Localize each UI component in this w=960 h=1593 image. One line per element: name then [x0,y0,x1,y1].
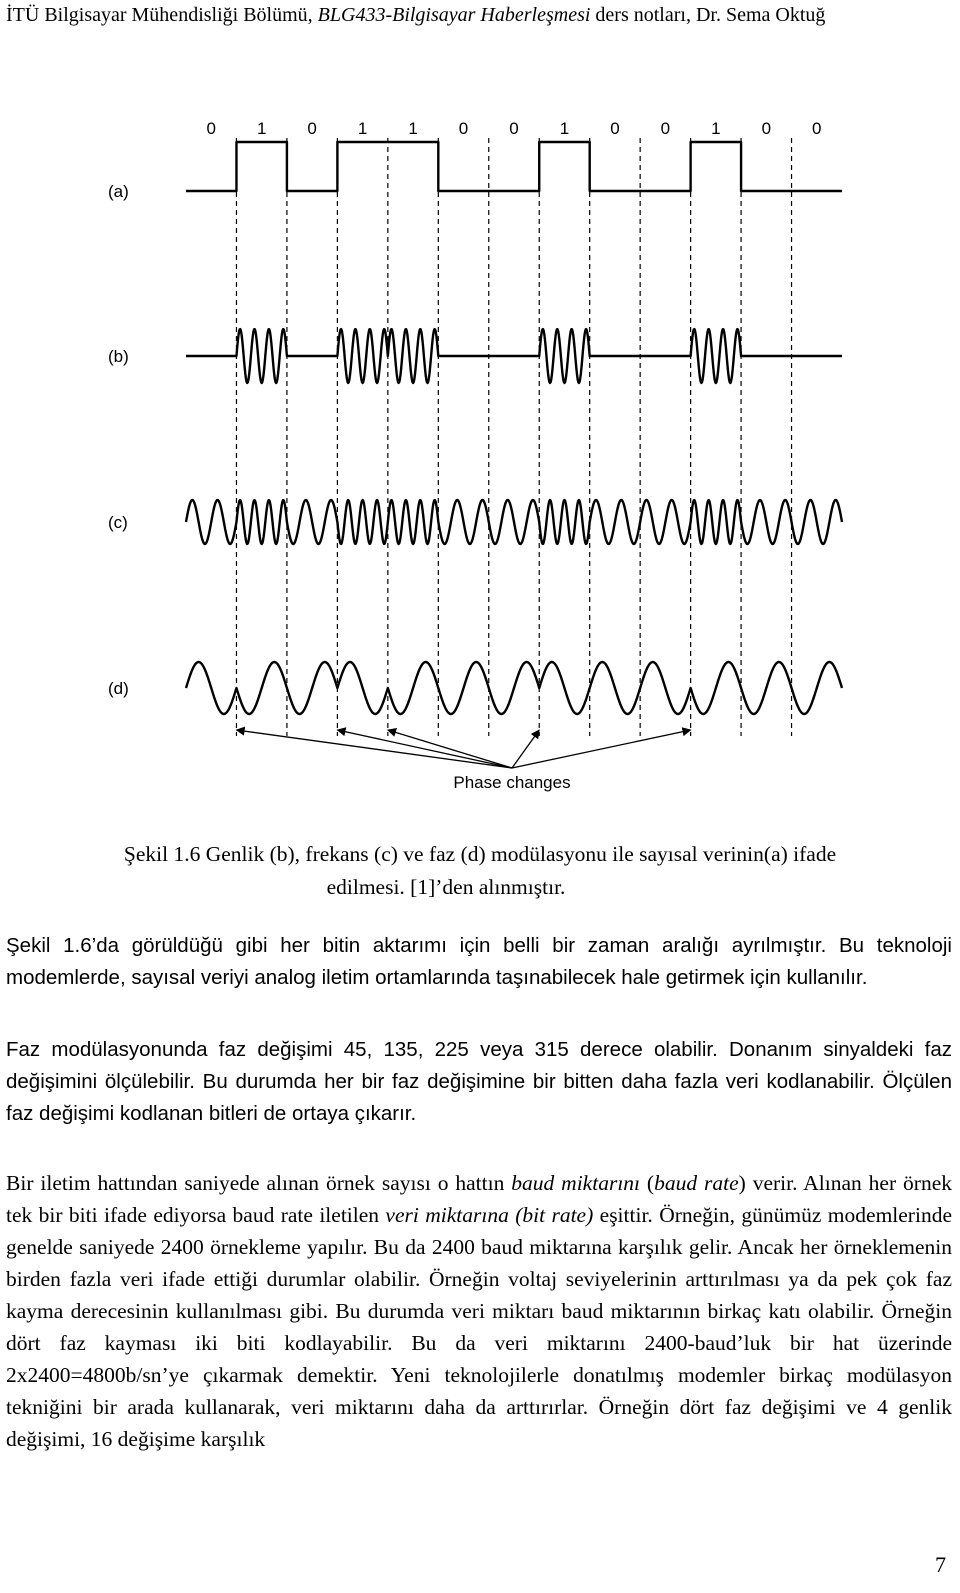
amplitude-modulated-wave [186,329,842,383]
paragraph-3-term-bit-rate: veri miktarına (bit rate) [385,1203,594,1227]
row-labels [108,182,129,698]
paragraph-3-text-c: ( [640,1171,655,1195]
row-label: (b) [108,347,129,366]
phase-changes-label: Phase changes [453,773,571,792]
bit-label: 0 [307,119,317,138]
digital-signal-wave [186,142,842,191]
phase-modulated-wave [186,662,842,714]
page-header [6,4,825,27]
row-label: (c) [108,513,128,532]
bit-label: 0 [610,119,620,138]
phase-change-arrow [236,730,512,768]
figure-caption-line1: Şekil 1.6 Genlik (b), frekans (c) ve faz (d) modülasyonu ile sayısal verinin(a) ifade [123,842,837,866]
header-course: BLG433-Bilgisayar Haberleşmesi [317,4,591,26]
bit-label: 0 [761,119,772,138]
bit-label: 1 [357,119,368,138]
page-number: 7 [935,1552,946,1577]
paragraph-3-text-a: Bir iletim hattından saniyede alınan örnek sayısı o hattın [6,1171,512,1195]
phase-change-arrow [512,730,539,768]
header-suffix: ders notları, Dr. Sema Oktuğ [590,4,826,26]
bit-label: 1 [559,119,570,138]
bit-dividers [236,138,791,736]
bit-label: 0 [660,119,671,138]
header-prefix: İTÜ Bilgisayar Mühendisliği Bölümü, [6,4,318,26]
paragraph-3-text-e: ) verir. Alınan her örnek tek bir biti ifade ediyorsa baud rate iletilen [6,1171,952,1227]
bit-labels [206,119,821,138]
bit-label: 1 [256,119,267,138]
paragraph-2: Faz modülasyonunda faz değişimi 45, 135, 225 veya 315 derece olabilir. Donanım sinyaldeki faz değişimini ölçülebilir. Bu durumda her bir faz değişimine bir bitten daha fazla veri kodlanabilir. Ölçülen faz değişimi kodlanan bitleri de ortaya çıkarır. [6,1038,952,1125]
modulation-figure [0,108,960,798]
paragraph-3 [6,1167,952,1455]
paragraph-3-term-baud-amount: baud miktarını [511,1171,641,1195]
paragraph-3-term-baud-rate: baud rate [654,1171,739,1195]
row-label: (d) [108,679,129,698]
phase-change-arrow [337,730,512,768]
bit-label: 0 [206,119,216,138]
figure-caption-line2: edilmesi. [1]’den alınmıştır. [326,875,566,899]
waveforms [186,142,842,714]
paragraph-1: Şekil 1.6’da görüldüğü gibi her bitin aktarımı için belli bir zaman aralığı ayrılmıştır. Bu teknoloji modemlerde, sayısal veriyi analog iletim ortamlarında taşınabilecek hale getirmek için kullanılır. [6,934,952,989]
bit-label: 0 [509,119,519,138]
row-label: (a) [108,182,129,201]
bit-label: 0 [812,119,822,138]
bit-label: 0 [458,119,469,138]
phase-change-arrows [236,730,690,768]
bit-label: 1 [408,119,418,138]
paragraph-3-text-g: eşittir. Örneğin, günümüz modemlerinde genelde saniyede 2400 örnekleme yapılır. Bu da 2400 baud miktarına karşılık gelir. Ancak her örneklemenin birden fazla veri ifade ettiği durumlar olabilir. Örneğin voltaj seviyelerinin arttırılması ya da pek çok faz kayma derecesinin kullanılması gibi. Bu durumda veri miktarı baud miktarının birkaç katı olabilir. Örneğin dört faz kayması iki biti kodlayabilir. Bu da veri miktarını 2400-baud’luk bir hat üzerinde 2x2400=4800b/sn’ye çıkarmak demektir. Yeni teknolojilerle donatılmış modemler birkaç modülasyon tekniğini bir arada kullanarak, veri miktarını daha da arttırırlar. Örneğin dört faz değişimi ve 4 genlik değişimi, 16 değişime karşılık [6,1203,952,1451]
bit-label: 1 [711,119,721,138]
phase-change-arrow [388,730,512,768]
frequency-modulated-wave [186,500,842,544]
